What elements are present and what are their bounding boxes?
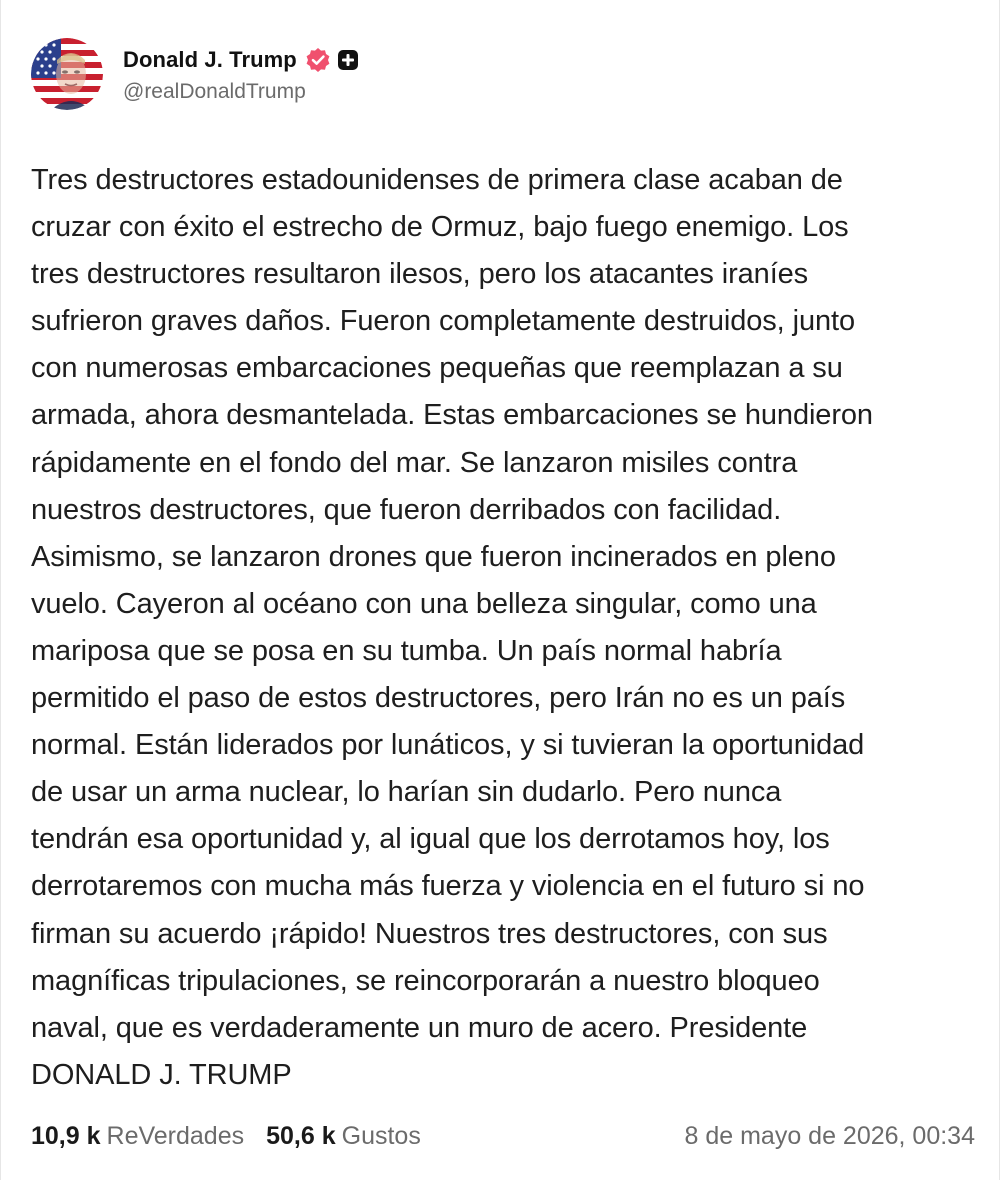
plus-badge-icon <box>337 49 359 71</box>
retruths-count: 10,9 k <box>31 1122 101 1150</box>
post-header <box>31 38 359 110</box>
retruths-stat[interactable] <box>31 1122 244 1151</box>
name-row <box>123 44 359 76</box>
post-footer <box>31 1122 975 1151</box>
post-timestamp[interactable]: 8 de mayo de 2026, 00:34 <box>684 1122 975 1150</box>
avatar[interactable] <box>31 38 103 110</box>
likes-stat[interactable] <box>266 1122 421 1151</box>
verified-badge-icon <box>305 47 331 73</box>
retruths-label: ReVerdades <box>106 1122 245 1150</box>
post-body-text: Tres destructores estadounidenses de primera clase acaban de cruzar con éxito el estrecho de Ormuz, bajo fuego enemigo. Los tres destructores resultaron ilesos, pero los atacantes iraníes sufrieron graves daños. Fueron completamente destruidos, junto con numerosas embarcaciones pequeñas que reemplazan a su armada, ahora desmantelada. Estas embarcaciones se hundieron rápidamente en el fondo del mar. Se lanzaron misiles contra nuestros destructores, que fueron derribados con facilidad. Asimismo, se lanzaron drones que fueron incinerados en pleno vuelo. Cayeron al océano con una belleza singular, como una mariposa que se posa en su tumba. Un país normal habría permitido el paso de estos destructores, pero Irán no es un país normal. Están liderados por lunáticos, y si tuvieran la oportunidad de usar un arma nuclear, lo harían sin dudarlo. Pero nunca tendrán esa oportunidad y, al igual que los derrotamos hoy, los derrotaremos con mucha más fuerza y violencia en el futuro si no firman su acuerdo ¡rápido! Nuestros tres destructores, con sus magníficas tripulaciones, se reincorporarán a nuestro bloqueo naval, que es verdaderamente un muro de acero. Presidente DONALD J. TRUMP <box>31 164 873 1091</box>
author-identity <box>123 44 359 104</box>
author-display-name[interactable]: Donald J. Trump <box>123 47 297 72</box>
likes-label: Gustos <box>341 1122 421 1150</box>
american-flag-portrait-icon <box>31 38 103 110</box>
likes-count: 50,6 k <box>266 1122 336 1150</box>
author-handle[interactable]: @realDonaldTrump <box>123 80 306 103</box>
